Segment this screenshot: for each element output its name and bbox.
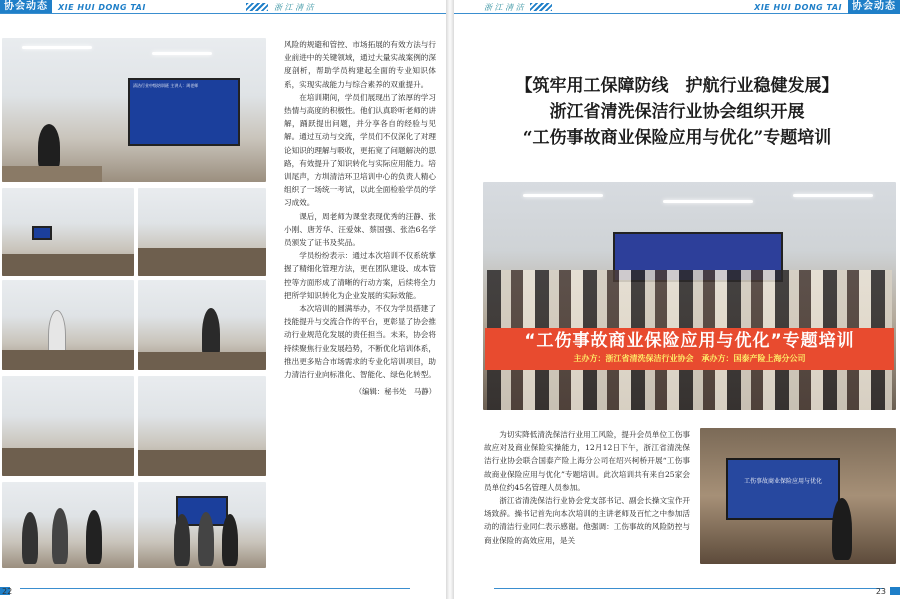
presenter-screen — [726, 458, 840, 520]
left-header-badge: 协会动态 — [0, 0, 52, 14]
banner-title: “工伤事故商业保险应用与优化”专题培训 — [524, 331, 855, 351]
award-photo-1 — [2, 482, 134, 568]
lecture-photo — [2, 38, 266, 182]
right-article-column — [484, 428, 690, 547]
banner-organizers: 主办方：浙江省清洗保洁行业协会 承办方：国泰产险上海分公司 — [573, 354, 806, 363]
event-banner — [485, 328, 894, 370]
stripe-decoration — [530, 3, 552, 11]
awardee-figure — [174, 514, 190, 566]
classroom-photo-2 — [138, 188, 266, 276]
awardee-figure — [198, 512, 214, 566]
presenter-screen-text: 工伤事故商业保险应用与优化 — [743, 478, 822, 485]
presenter-photo — [700, 428, 896, 564]
stripe-decoration — [246, 3, 268, 11]
left-article-column — [284, 38, 436, 398]
right-page — [454, 0, 900, 599]
title-line-3: “工伤事故商业保险应用与优化”专题培训 — [522, 128, 832, 148]
desks — [2, 350, 134, 370]
left-header-section — [246, 0, 314, 14]
classroom-photo-1 — [2, 188, 134, 276]
desks — [2, 254, 134, 276]
classroom-photo-4 — [138, 280, 266, 370]
title-line-2: 浙江省清洗保洁行业协会组织开展 — [549, 102, 805, 122]
page-number: 22 — [2, 587, 13, 596]
title-line-1: 【筑牢用工保障防线 护航行业稳健发展】 — [515, 76, 839, 96]
classroom-screen — [32, 226, 52, 240]
page-number: 23 — [875, 587, 886, 596]
ceiling-light — [663, 200, 753, 203]
desks — [138, 450, 266, 476]
awardee-figure — [86, 510, 102, 564]
lecturer-figure — [38, 124, 60, 170]
section-name: 浙 江 清 洁 — [484, 2, 524, 12]
awardee-figure — [52, 508, 68, 564]
presentation-screen — [128, 78, 240, 146]
section-name: 浙 江 清 洁 — [274, 2, 314, 12]
presenter-figure — [832, 498, 852, 560]
group-photo — [483, 182, 896, 410]
classroom-photo-3 — [2, 280, 134, 370]
page-number-block — [890, 587, 900, 595]
classroom-photo-6 — [138, 376, 266, 476]
left-header-rule — [0, 13, 446, 14]
footer-rule — [20, 588, 410, 589]
right-header-badge: 协会动态 — [848, 0, 900, 14]
right-header-pinyin: XIE HUI DONG TAI — [754, 2, 842, 12]
paragraph: 风险的规避和管控、市场拓展的有效方法与行业前进中的关键领域，通过大量实战案例的深度剖析，帮助学员构建起全面的专业知识体系，实现实战能力与综合素养的双重提升。 — [284, 40, 436, 89]
paragraph: 课后，周老师为课堂表现优秀的汪静、张小刚、唐芳华、汪爱妹、蔡国强、张浩6名学员颁发了证书及奖品。 — [284, 211, 436, 248]
ceiling-light — [793, 194, 873, 197]
left-header-pinyin: XIE HUI DONG TAI — [58, 2, 146, 12]
paragraph: 学员纷纷表示：通过本次培训不仅系统掌握了精细化管理方法，更在团队建设、成本管控等方面形成了清晰的行动方案，后续将全力把所学知识转化为企业发展的实际效能。 — [284, 251, 436, 300]
desks — [138, 352, 266, 370]
left-header — [0, 0, 146, 14]
classroom-photo-5 — [2, 376, 134, 476]
screen-text: 清洁行业中级培训班 主讲人：周老师 — [133, 83, 199, 88]
awardee-figure — [222, 514, 238, 566]
editor-signature: （编辑：秘书处 马静） — [354, 387, 436, 397]
podium — [2, 166, 102, 182]
paragraph: 在培训期间，学员们展现出了浓厚的学习热情与高度的积极性。他们认真聆听老师的讲解，踊跃提出问题，并分享各自的经验与见解。通过互动与交流，学员们不仅深化了对理论知识的理解与吸收，更拓宽了问题解决的思路，有效提升了知识转化与实际应用能力。培训尾声，方圳清洁环卫培训中心的负责人精心组织了一场统一考试，以此全面检验学员的学习成效。 — [284, 92, 436, 208]
spine-gutter — [446, 0, 454, 599]
award-photo-2 — [138, 482, 266, 568]
paragraph: 本次培训的圆满举办，不仅为学员搭建了技能提升与交流合作的平台，更彰显了协会推动行业规范化发展的责任担当。未来，协会将持续聚焦行业发展趋势，不断优化培训体系，推出更多贴合市场需求的专业化培训项目，助力清洁行业向标准化、智能化、绿色化转型。 — [284, 304, 436, 380]
awardee-figure — [22, 512, 38, 564]
desks — [138, 248, 266, 276]
right-header-section — [484, 0, 552, 14]
ceiling-light — [523, 194, 603, 197]
paragraph: 为切实降低清洗保洁行业用工风险，提升会员单位工伤事故应对及商业保险实操能力，12月12日下午，浙江省清洗保洁行业协会联合国泰产险上海分公司在绍兴柯桥开展“工伤事故商业保险应用与优化”专题培训。此次培训共有来自25家会员单位约45名管理人员参加。 — [484, 430, 690, 492]
desks — [2, 448, 134, 476]
ceiling-light — [22, 46, 92, 49]
ceiling-light — [152, 52, 212, 55]
left-page — [0, 0, 446, 599]
right-header — [754, 0, 900, 14]
paragraph: 浙江省清洗保洁行业协会党支部书记、副会长操文宝作开场致辞。操书记首先向本次培训的主讲老师及百忙之中参加活动的清洁行业同仁表示感谢。他强调：工伤事故的风险防控与商业保险的高效应用，是关 — [484, 496, 690, 545]
footer-rule — [494, 588, 884, 589]
